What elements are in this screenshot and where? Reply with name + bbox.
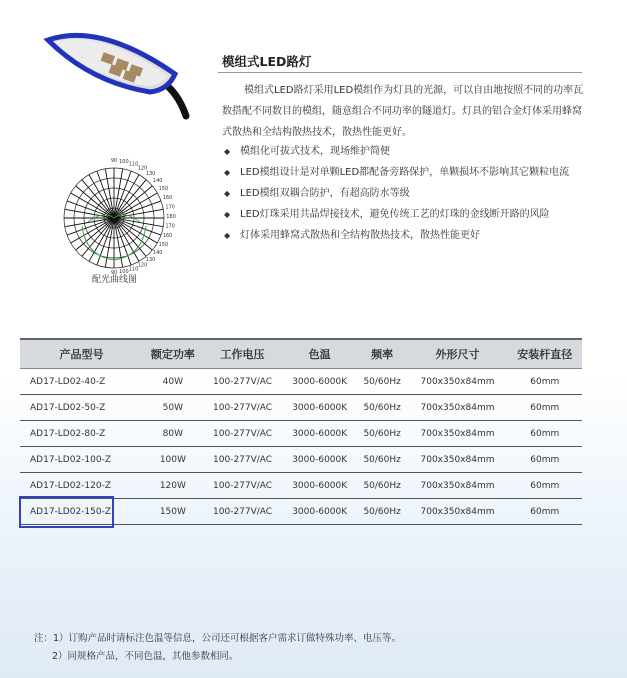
cell-power: 40W xyxy=(143,369,203,395)
cell-color-temp: 3000-6000K xyxy=(283,499,357,525)
note-line-2: 2）同规格产品，不同色温，其他参数相同。 xyxy=(52,651,239,662)
polar-angle-label: 130 xyxy=(145,256,156,263)
product-description: 模组式LED路灯采用LED模组作为灯具的光源，可以自由地按照不同的功率瓦数搭配不同数目的模组，随意组合不同功率的隧道灯。灯具的铝合金灯体采用蜂窝式散热和全结构散热技术，散热性能更好。 xyxy=(222,85,584,138)
cell-color-temp: 3000-6000K xyxy=(283,395,357,421)
cell-pole-diameter: 60mm xyxy=(508,395,582,421)
feature-item: ◆ LED模组双耦合防护，有超高防水等级 xyxy=(222,183,569,204)
cell-dimensions: 700x350x84mm xyxy=(407,473,507,499)
cell-pole-diameter: 60mm xyxy=(508,421,582,447)
bullet-icon: ◆ xyxy=(224,147,231,156)
header-pole-diameter: 安装杆直径 xyxy=(508,339,582,369)
cell-dimensions: 700x350x84mm xyxy=(407,499,507,525)
polar-angle-label: 140 xyxy=(152,178,163,184)
header-color-temp: 色温 xyxy=(283,339,357,369)
header-frequency: 频率 xyxy=(357,339,408,369)
cell-power: 120W xyxy=(143,473,203,499)
polar-angle-label: 100 xyxy=(119,158,129,165)
cell-pole-diameter: 60mm xyxy=(508,369,582,395)
cell-frequency: 50/60Hz xyxy=(357,499,408,525)
cell-voltage: 100-277V/AC xyxy=(203,473,283,499)
polar-angle-label: 110 xyxy=(128,161,139,168)
polar-angle-label: 120 xyxy=(137,262,148,269)
table-row xyxy=(20,473,582,499)
table-row xyxy=(20,369,582,395)
cell-voltage: 100-277V/AC xyxy=(203,499,283,525)
polar-angle-label: 150 xyxy=(158,242,169,248)
selection-highlight-box xyxy=(19,496,114,528)
title-divider xyxy=(218,72,582,73)
polar-angle-label: 110 xyxy=(128,266,139,273)
polar-angle-label: 170 xyxy=(165,223,175,230)
cell-frequency: 50/60Hz xyxy=(357,395,408,421)
feature-list xyxy=(222,141,569,246)
cell-voltage: 100-277V/AC xyxy=(203,421,283,447)
cell-pole-diameter: 60mm xyxy=(508,473,582,499)
bullet-icon: ◆ xyxy=(224,231,231,240)
note-line-1: 注：1）订购产品时请标注色温等信息，公司还可根据客户需求订做特殊功率、电压等。 xyxy=(34,633,402,644)
cell-power: 50W xyxy=(143,395,203,421)
street-lamp-image xyxy=(40,22,200,118)
polar-angle-label: 150 xyxy=(158,186,169,192)
cell-model: AD17-LD02-50-Z xyxy=(20,395,143,421)
cell-frequency: 50/60Hz xyxy=(357,473,408,499)
header-model: 产品型号 xyxy=(20,339,143,369)
cell-dimensions: 700x350x84mm xyxy=(407,421,507,447)
cell-frequency: 50/60Hz xyxy=(357,421,408,447)
feature-item: ◆ LED模组设计是对单颗LED都配备旁路保护，单颗损坏不影响其它颗粒电流 xyxy=(222,162,569,183)
product-title: 模组式LED路灯 xyxy=(222,54,312,69)
polar-angle-label: 160 xyxy=(162,194,173,201)
bullet-icon: ◆ xyxy=(224,210,231,219)
feature-item: ◆ 模组化可拔式技术，现场维护简便 xyxy=(222,141,569,162)
cell-dimensions: 700x350x84mm xyxy=(407,395,507,421)
cell-power: 80W xyxy=(143,421,203,447)
header-power: 额定功率 xyxy=(143,339,203,369)
table-row xyxy=(20,421,582,447)
cell-pole-diameter: 60mm xyxy=(508,499,582,525)
table-row xyxy=(20,395,582,421)
cell-color-temp: 3000-6000K xyxy=(283,369,357,395)
feature-item: ◆ 灯体采用蜂窝式散热和全结构散热技术，散热性能更好 xyxy=(222,225,569,246)
polar-angle-label: 180 xyxy=(166,214,176,220)
table-header-row xyxy=(20,339,582,369)
cell-color-temp: 3000-6000K xyxy=(283,473,357,499)
bullet-icon: ◆ xyxy=(224,189,231,198)
light-distribution-chart xyxy=(54,150,174,275)
polar-angle-label: 140 xyxy=(152,250,163,256)
header-dimensions: 外形尺寸 xyxy=(407,339,507,369)
cell-model: AD17-LD02-40-Z xyxy=(20,369,143,395)
cell-voltage: 100-277V/AC xyxy=(203,369,283,395)
polar-angle-label: 170 xyxy=(165,204,175,211)
polar-angle-label: 100 xyxy=(119,269,129,276)
cell-pole-diameter: 60mm xyxy=(508,447,582,473)
header-voltage: 工作电压 xyxy=(203,339,283,369)
cell-dimensions: 700x350x84mm xyxy=(407,369,507,395)
cell-frequency: 50/60Hz xyxy=(357,369,408,395)
cell-voltage: 100-277V/AC xyxy=(203,395,283,421)
cell-color-temp: 3000-6000K xyxy=(283,447,357,473)
polar-angle-label: 130 xyxy=(145,171,156,178)
cell-model: AD17-LD02-150-Z xyxy=(20,499,143,525)
cell-model: AD17-LD02-80-Z xyxy=(20,421,143,447)
bullet-icon: ◆ xyxy=(224,168,231,177)
polar-angle-label: 160 xyxy=(162,233,173,240)
light-distribution-caption: 配光曲线图 xyxy=(92,275,138,285)
cell-power: 150W xyxy=(143,499,203,525)
cell-color-temp: 3000-6000K xyxy=(283,421,357,447)
cell-voltage: 100-277V/AC xyxy=(203,447,283,473)
cell-model: AD17-LD02-100-Z xyxy=(20,447,143,473)
polar-angle-label: 90 xyxy=(110,158,118,164)
cell-frequency: 50/60Hz xyxy=(357,447,408,473)
cell-dimensions: 700x350x84mm xyxy=(407,447,507,473)
cell-model: AD17-LD02-120-Z xyxy=(20,473,143,499)
polar-angle-label: 90 xyxy=(110,270,118,276)
feature-item: ◆ LED灯珠采用共晶焊接技术，避免传统工艺的灯珠的金线断开路的风险 xyxy=(222,204,569,225)
polar-angle-label: 120 xyxy=(137,165,148,172)
notes xyxy=(34,630,401,666)
table-row xyxy=(20,447,582,473)
cell-power: 100W xyxy=(143,447,203,473)
